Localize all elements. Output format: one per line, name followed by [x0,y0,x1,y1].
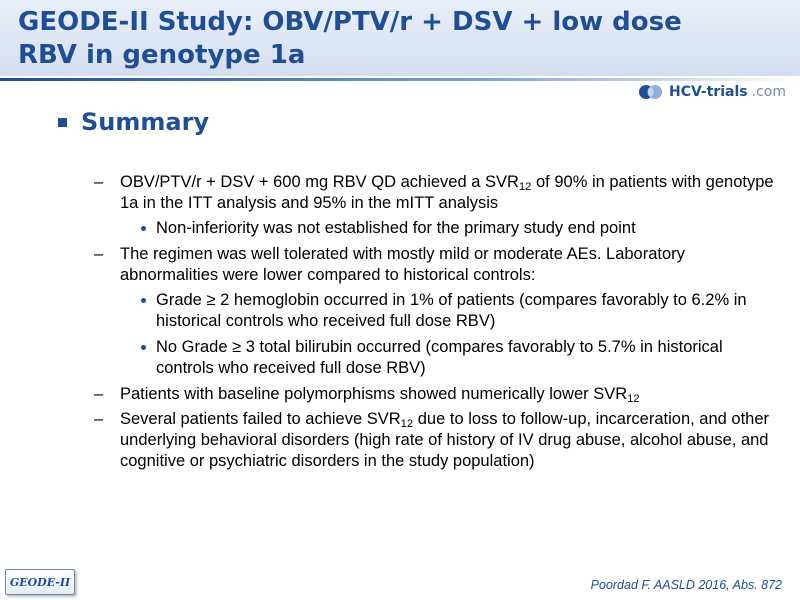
sub-list-item [94,337,774,379]
square-bullet-icon [58,118,67,127]
dot-bullet-icon [141,345,146,350]
slide-title: GEODE-II Study: OBV/PTV/r + DSV + low dose RBV in genotype 1a [18,7,682,70]
logo-text: HCV-trials [669,84,748,100]
point-text: Patients with baseline polymorphisms showed numerically lower SVR [120,385,628,403]
dash-bullet-icon: – [94,385,104,403]
section-heading [58,108,209,136]
section-label: Summary [81,108,210,136]
point-text: The regimen was well tolerated with mostly mild or moderate AEs. Laboratory abnormalities were lower compared to historical controls: [120,245,685,284]
list-item [94,384,774,405]
list-item [94,409,774,472]
sub-point-text: Grade ≥ 2 hemoglobin occurred in 1% of patients (compares favorably to 6.2% in historical controls who received full dose RBV) [156,291,747,330]
subscript: 12 [627,393,640,406]
hcv-trials-logo [637,80,786,104]
sub-list-item [94,218,774,239]
dash-bullet-icon: – [94,245,104,263]
subscript: 12 [400,418,414,431]
study-badge: GEODE-II [5,569,75,595]
logo-text-suffix: .com [751,84,786,100]
dash-bullet-icon: – [94,173,104,191]
logo-mark-icon [637,83,665,101]
point-text: of 90% in patients with genotype 1a in the ITT analysis and 95% in the mITT analysis [120,173,774,212]
point-text: Several patients failed to achieve SVR [120,410,401,428]
summary-content [94,172,774,476]
sub-point-text: No Grade ≥ 3 total bilirubin occurred (compares favorably to 5.7% in historical controls who received full dose RBV) [156,338,723,377]
citation: Poordad F. AASLD 2016, Abs. 872 [590,578,782,592]
subscript: 12 [518,181,532,194]
dash-bullet-icon: – [94,410,104,428]
list-item [94,244,774,286]
point-text: due to loss to follow-up, incarceration, and other underlying behavioral disorders (high rate of history of IV drug abuse, alcohol abuse, and cognitive or psychiatric disorders in the study population) [120,410,770,470]
dot-bullet-icon [141,226,146,231]
point-text: OBV/PTV/r + DSV + 600 mg RBV QD achieved a SVR [120,173,519,191]
dot-bullet-icon [141,298,146,303]
sub-list-item [94,290,774,332]
sub-point-text: Non-inferiority was not established for the primary study end point [156,219,636,237]
list-item [94,172,774,214]
